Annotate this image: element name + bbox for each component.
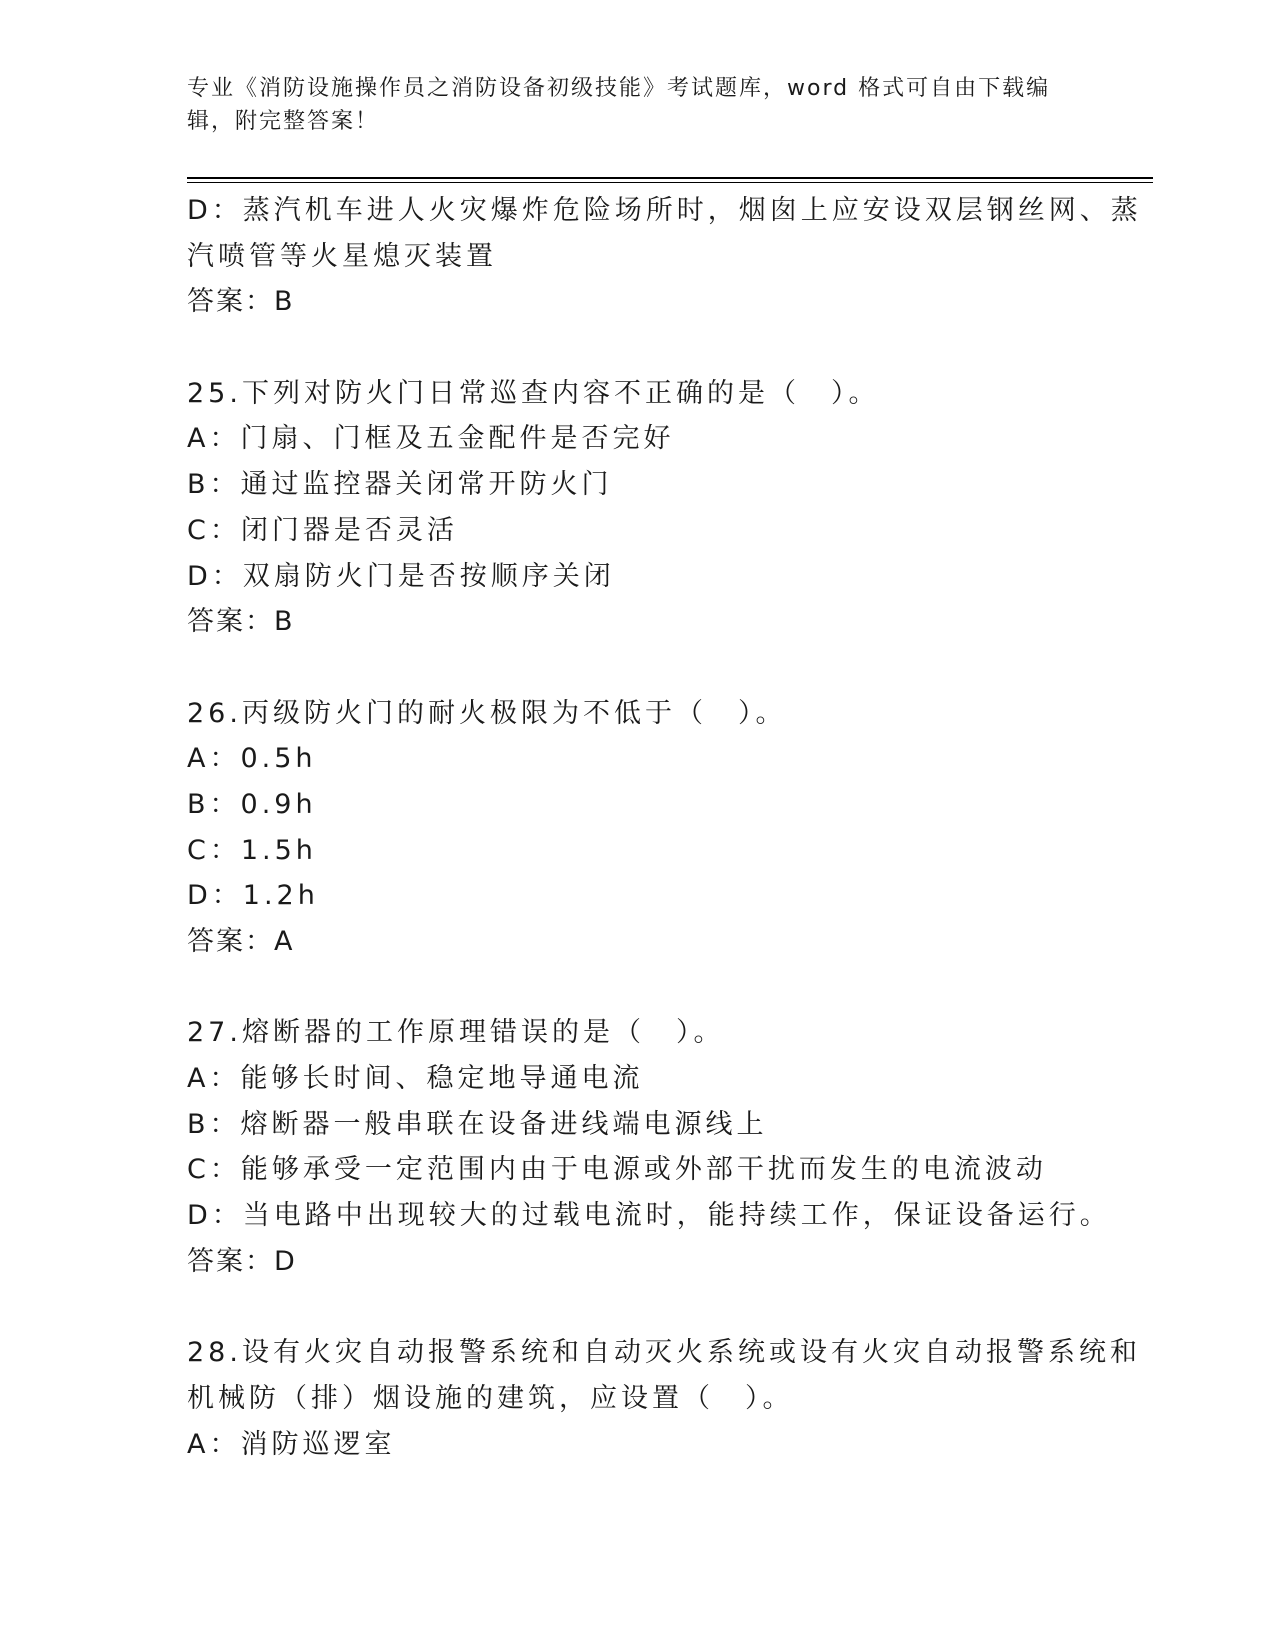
- answer: 答案：B: [187, 606, 295, 638]
- option-a: A：0.5h: [187, 743, 317, 775]
- option-d: D：当电路中出现较大的过载电流时，能持续工作，保证设备运行。: [187, 1200, 1111, 1232]
- prev-answer: 答案：B: [187, 286, 295, 318]
- question-content: [187, 188, 1142, 1467]
- option-a: A：消防巡逻室: [187, 1428, 396, 1460]
- option-d: D：1.2h: [187, 880, 319, 912]
- prev-option-d-line-1: D：蒸汽机车进人火灾爆炸危险场所时，烟囱上应安设双层钢丝网、蒸: [187, 195, 1142, 226]
- option-b: B：熔断器一般串联在设备进线端电源线上: [187, 1108, 768, 1140]
- document-header: [187, 72, 1087, 138]
- question-stem: 26.丙级防火门的耐火极限为不低于（ ）。: [187, 697, 787, 729]
- header-divider-thin: [187, 182, 1153, 183]
- option-b: B：0.9h: [187, 788, 317, 820]
- option-c: C：能够承受一定范围内由于电源或外部干扰而发生的电流波动: [187, 1154, 1047, 1186]
- question-stem-line-1: 28.设有火灾自动报警系统和自动灭火系统或设有火灾自动报警系统和: [187, 1337, 1141, 1369]
- spacer: [187, 325, 1087, 371]
- answer: 答案：A: [187, 926, 295, 957]
- option-c: C：1.5h: [187, 834, 317, 866]
- question-stem: 27.熔断器的工作原理错误的是（ ）。: [187, 1017, 725, 1049]
- option-a: A：能够长时间、稳定地导通电流: [187, 1063, 644, 1095]
- option-c: C：闭门器是否灵活: [187, 514, 458, 546]
- question-26: [187, 691, 1087, 965]
- question-27: [187, 1010, 1111, 1284]
- option-a: A：门扇、门框及五金配件是否完好: [187, 423, 675, 455]
- prev-option-d-line-2: 汽喷管等火星熄灭装置: [187, 240, 497, 272]
- question-stem-line-2: 机械防（排）烟设施的建筑，应设置（ ）。: [187, 1382, 794, 1414]
- option-d: D：双扇防火门是否按顺序关闭: [187, 560, 615, 592]
- header-divider-thick: [187, 177, 1153, 179]
- spacer: [187, 1285, 1087, 1331]
- spacer: [187, 965, 1087, 1011]
- spacer: [187, 645, 1087, 691]
- question-28: [187, 1330, 1141, 1467]
- question-stem: 25.下列对防火门日常巡查内容不正确的是（ ）。: [187, 377, 880, 409]
- header-line-1: 专业《消防设施操作员之消防设备初级技能》考试题库，word 格式可自由下载编: [187, 76, 1051, 101]
- header-line-2: 辑，附完整答案！: [187, 109, 380, 134]
- answer: 答案：D: [187, 1245, 297, 1277]
- question-25: [187, 371, 1087, 645]
- option-b: B：通过监控器关闭常开防火门: [187, 469, 613, 501]
